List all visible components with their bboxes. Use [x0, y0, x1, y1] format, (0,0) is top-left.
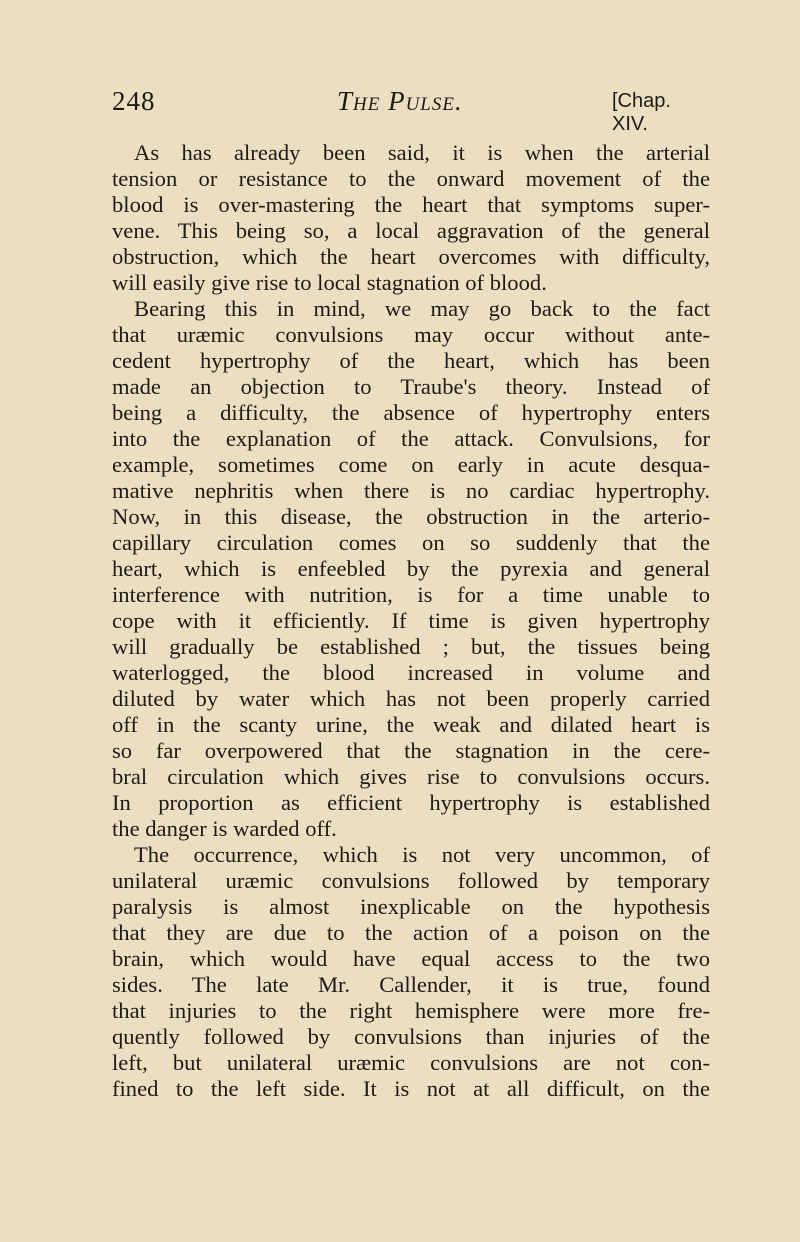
text-line: made an objection to Traube's theory. Instead of — [112, 374, 710, 399]
text-line: into the explanation of the attack. Convulsions, for — [112, 426, 710, 451]
text-line: left, but unilateral uræmic convulsions are not con- — [112, 1050, 710, 1075]
text-line: sides. The late Mr. Callender, it is true, found — [112, 972, 710, 997]
text-line: capillary circulation comes on so suddenly that the — [112, 530, 710, 555]
text-line: the danger is warded off. — [112, 816, 337, 841]
text-line: interference with nutrition, is for a time unable to — [112, 582, 710, 607]
chapter-reference: [Chap. XIV. — [612, 90, 671, 135]
page-number: 248 — [112, 86, 156, 116]
page-header — [112, 86, 712, 135]
text-line: tension or resistance to the onward movement of the — [112, 166, 710, 191]
text-line: that uræmic convulsions may occur without ante- — [112, 322, 710, 347]
text-line: will gradually be established ; but, the tissues being — [112, 634, 710, 659]
text-line: fined to the left side. It is not at all difficult, on the — [112, 1076, 710, 1101]
text-line: brain, which would have equal access to the two — [112, 946, 710, 971]
text-line: cope with it efficiently. If time is given hypertrophy — [112, 608, 710, 633]
text-line: unilateral uræmic convulsions followed by temporary — [112, 868, 710, 893]
text-line: off in the scanty urine, the weak and dilated heart is — [112, 712, 710, 737]
text-line: obstruction, which the heart overcomes with difficulty, — [112, 244, 710, 269]
text-line: quently followed by convulsions than injuries of the — [112, 1024, 710, 1049]
text-line: In proportion as efficient hypertrophy is established — [112, 790, 710, 815]
text-line: will easily give rise to local stagnation of blood. — [112, 270, 547, 295]
text-line: vene. This being so, a local aggravation of the general — [112, 218, 710, 243]
running-title: The Pulse. — [337, 86, 463, 116]
text-line: cedent hypertrophy of the heart, which has been — [112, 348, 710, 373]
text-line: example, sometimes come on early in acute desqua- — [112, 452, 710, 477]
body-text — [112, 140, 710, 1102]
text-line: mative nephritis when there is no cardiac hypertrophy. — [112, 478, 710, 503]
text-line: that they are due to the action of a poison on the — [112, 920, 710, 945]
text-line: that injuries to the right hemisphere were more fre- — [112, 998, 710, 1023]
text-line: Now, in this disease, the obstruction in the arterio- — [112, 504, 710, 529]
text-line: waterlogged, the blood increased in volume and — [112, 660, 710, 685]
text-line: blood is over-mastering the heart that symptoms super- — [112, 192, 710, 217]
text-line: Bearing this in mind, we may go back to the fact — [134, 296, 710, 321]
text-line: heart, which is enfeebled by the pyrexia and general — [112, 556, 710, 581]
text-line: bral circulation which gives rise to convulsions occurs. — [112, 764, 710, 789]
text-line: As has already been said, it is when the arterial — [134, 140, 710, 165]
text-line: The occurrence, which is not very uncommon, of — [134, 842, 710, 867]
text-line: diluted by water which has not been properly carried — [112, 686, 710, 711]
text-line: so far overpowered that the stagnation in the cere- — [112, 738, 710, 763]
text-line: paralysis is almost inexplicable on the hypothesis — [112, 894, 710, 919]
text-line: being a difficulty, the absence of hypertrophy enters — [112, 400, 710, 425]
